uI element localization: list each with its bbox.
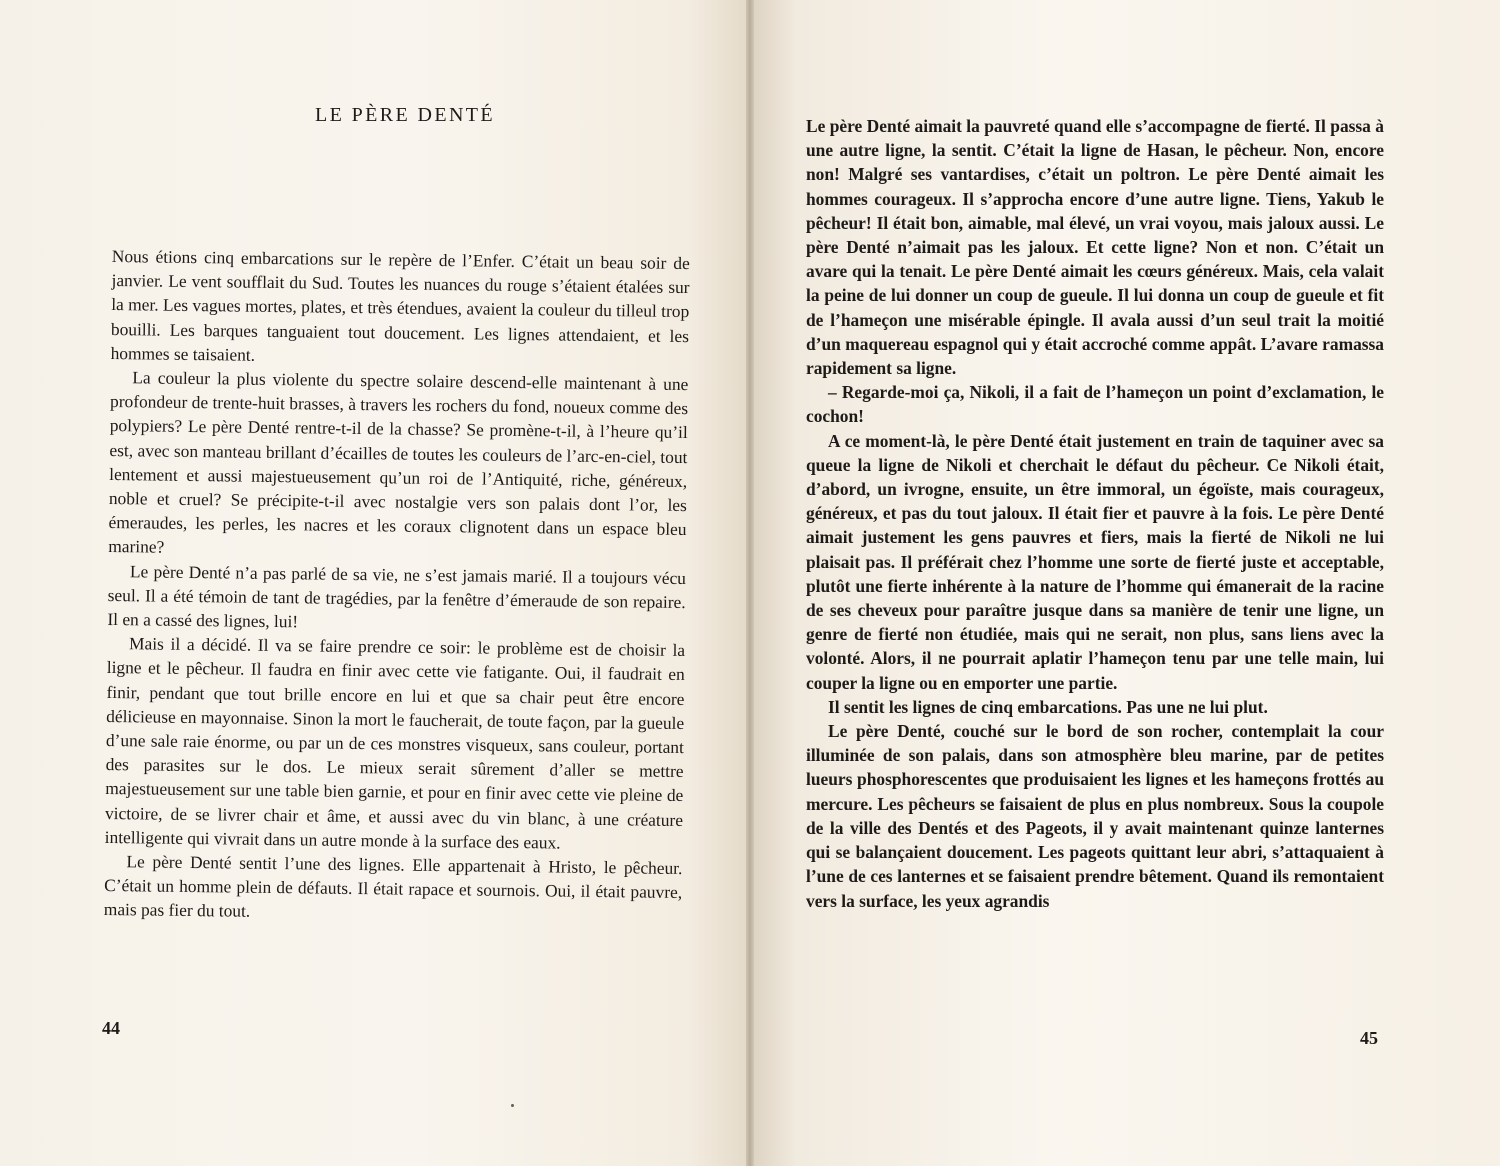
left-page-body bbox=[104, 244, 690, 929]
paragraph: Le père Denté aimait la pauvreté quand elle s’accompagne de fierté. Il passa à une autre ligne, la sentit. C’était la ligne de Hasan, le pêcheur. Non, encore non! Malgré ses vantardises, c’était un poltron. Le père Denté aimait les hommes courageux. Il s’approcha encore d’une autre ligne. Tiens, Yakub le pêcheur! Il était bon, aimable, mal élevé, un vrai voyou, mais jaloux aussi. Le père Denté n’aimait pas les jaloux. Et cette ligne? Non et non. C’était un avare qui la tenait. Le père Denté aimait les cœurs généreux. Mais, cela valait la peine de lui donner un coup de gueule. Il lui donna un coup de gueule et fit de l’hameçon une misérable épingle. Il avala aussi d’un seul trait la moitié d’un maquereau espagnol qui y était accroché comme appât. L’avare ramassa rapidement sa ligne. bbox=[806, 116, 1384, 379]
paper-speck bbox=[511, 1104, 514, 1107]
book-gutter bbox=[746, 0, 754, 1166]
paragraph: Il sentit les lignes de cinq embarcations. Pas une ne lui plut. bbox=[828, 696, 1268, 717]
paragraph: Nous étions cinq embarcations sur le repère de l’Enfer. C’était un beau soir de janvier. Le vent soufflait du Sud. Toutes les nuances du rouge s’étaient étalées sur la mer. Les vagues mortes, plates, et très étendues, avaient la couleur du tilleul trop bouilli. Les barques tanguaient tout doucement. Les lignes attendaient, et les hommes se taisaient. bbox=[110, 245, 690, 365]
paragraph: La couleur la plus violente du spectre solaire descend-elle maintenant à une profondeur de trente-huit brasses, à travers les rochers du fond, noueux comme des polypiers? Le père Denté rentre-t-il de la chasse? Se promène-t-il, à l’heure qu’il est, avec son manteau brillant d’écailles de toutes les couleurs de l’arc-en-ciel, tout lentement et aussi majestueusement qu’un roi de l’Antiquité, riche, généreux, noble et cruel? Se précipite-t-il avec nostalgie vers son palais dont l’or, les émeraudes, les perles, les nacres et les coraux clignotent dans un espace bleu marine? bbox=[108, 367, 689, 558]
paragraph: Mais il a décidé. Il va se faire prendre ce soir: le problème est de choisir la ligne et le pêcheur. Il faudra en finir avec cette vie fatigante. Oui, il faudrait en finir, pendant que tout brille encore en lui et que sa chair peut être encore délicieuse en mayonnaise. Sinon la mort le faucherait, de toute façon, par la gueule d’une sale raie énorme, ou par un de ces monstres visqueux, sans couleur, portant des parasites sur le dos. Le mieux serait sûrement d’aller se mettre majestueusement sur une table bien garnie, et pour en finir avec cette vie pleine de victoire, de se livrer chair et âme, et aussi avec du vin blanc, à une créature intelligente qui vivrait dans un autre monde à la surface des eaux. bbox=[104, 633, 686, 853]
paragraph: Le père Denté n’a pas parlé de sa vie, ne s’est jamais marié. Il a toujours vécu seul. Il a été témoin de tant de tragédies, par la fenêtre d’émeraude de son repaire. Il en a cassé des lignes, lui! bbox=[107, 560, 687, 632]
paragraph: Le père Denté, couché sur le bord de son rocher, contemplait la cour illuminée de son palais, dans son atmosphère bleu marine, par de petites lueurs phosphorescentes que produisaient les lignes et les hameçons frottés au mercure. Les pêcheurs se faisaient de plus en plus nombreux. Sous la coupole de la ville des Dentés et des Pageots, il y avait maintenant quinze lanternes qui se balançaient doucement. Les pageots quittant leur abri, s’attaquaient à l’une de ces lanternes et se faisaient prendre bêtement. Quand ils remontaient vers la surface, les yeux agrandis bbox=[806, 721, 1384, 911]
right-page-body bbox=[806, 114, 1384, 913]
paragraph: – Regarde-moi ça, Nikoli, il a fait de l’hameçon un point d’exclamation, le cochon! bbox=[806, 382, 1384, 427]
page-number-left: 44 bbox=[102, 1018, 120, 1038]
paragraph: Le père Denté sentit l’une des lignes. Elle appartenait à Hristo, le pêcheur. C’était un homme plein de défauts. Il était rapace et sournois. Oui, il était pauvre, mais pas fier du tout. bbox=[103, 851, 683, 922]
paragraph: A ce moment-là, le père Denté était justement en train de taquiner avec sa queue la ligne de Nikoli et cherchait le défaut du pêcheur. Ce Nikoli était, d’abord, un ivrogne, ensuite, un être immoral, un égoïste, mais courageux, généreux, et pas du tout jaloux. Il était fier et pauvre à la fois. Le père Denté aimait justement les gens pauvres et fiers, mais la fierté de Nikoli ne lui plaisait pas. Il préférait chez l’homme une sorte de fierté juste et acceptable, plutôt une fierte inhérente à la nature de l’homme qui émanerait de la racine de ses cheveux pour paraître jusque dans sa manière de tenir une ligne, un genre de fierté non étudiée, mais qui ne serait, non plus, sans liens avec la volonté. Alors, il ne pourrait aplatir l’hameçon tenu par une telle main, lui couper la ligne ou en emporter une partie. bbox=[806, 430, 1384, 693]
page-number-right: 45 bbox=[1360, 1028, 1378, 1048]
chapter-title: LE PÈRE DENTÉ bbox=[314, 104, 496, 126]
